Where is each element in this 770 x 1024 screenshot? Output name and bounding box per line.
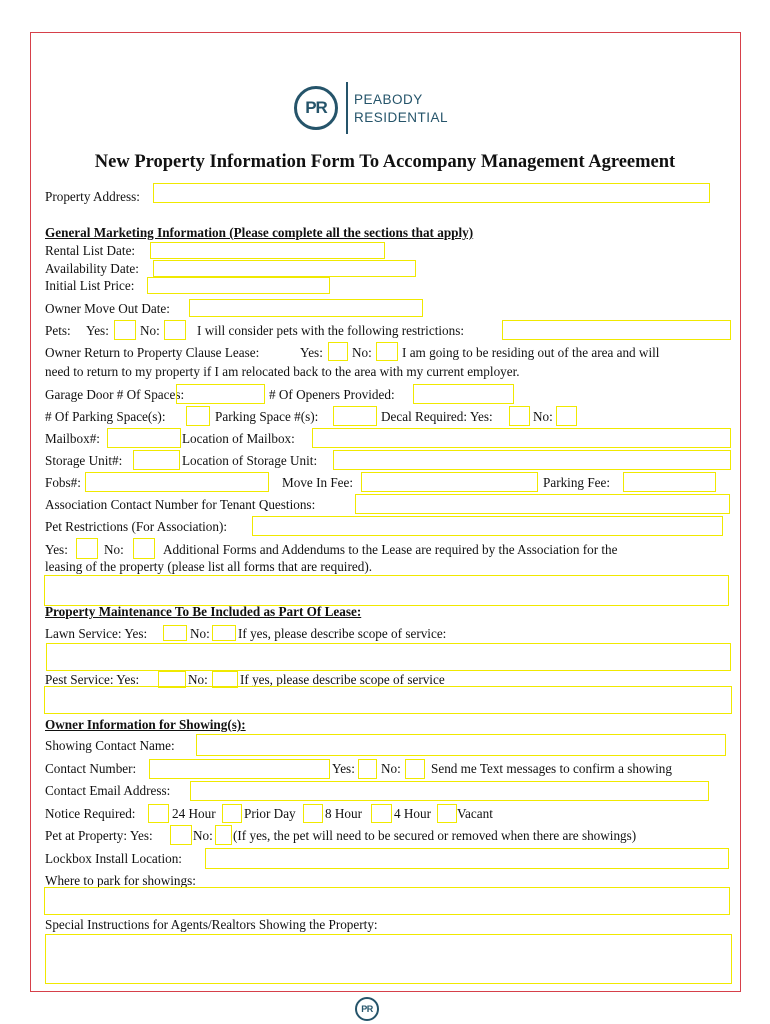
pest-scope-field[interactable] bbox=[44, 686, 732, 714]
notice-required-label: Notice Required: bbox=[45, 806, 136, 821]
pets-label: Pets: bbox=[45, 323, 71, 338]
fobs-label: Fobs#: bbox=[45, 475, 81, 490]
property-address-label: Property Address: bbox=[45, 189, 140, 204]
logo-divider bbox=[346, 82, 348, 134]
mailbox-field[interactable] bbox=[107, 428, 181, 448]
openers-label: # Of Openers Provided: bbox=[269, 387, 395, 402]
pets-yes-checkbox[interactable] bbox=[114, 320, 136, 340]
addenda-no-label: No: bbox=[104, 542, 124, 557]
fobs-field[interactable] bbox=[85, 472, 269, 492]
garage-door-field[interactable] bbox=[176, 384, 265, 404]
pets-yes-label: Yes: bbox=[86, 323, 109, 338]
owner-return-label: Owner Return to Property Clause Lease: bbox=[45, 345, 260, 360]
storage-location-field[interactable] bbox=[333, 450, 731, 470]
contact-number-field[interactable] bbox=[149, 759, 330, 779]
contact-email-field[interactable] bbox=[190, 781, 709, 801]
parking-space-num-field[interactable] bbox=[333, 406, 377, 426]
garage-door-label: Garage Door # Of Spaces: bbox=[45, 387, 185, 402]
move-in-fee-label: Move In Fee: bbox=[282, 475, 354, 490]
pet-at-property-no-checkbox[interactable] bbox=[215, 825, 232, 845]
decal-no-checkbox[interactable] bbox=[556, 406, 577, 426]
notice-24-label: 24 Hour bbox=[172, 806, 216, 821]
brand-name-line1: PEABODY bbox=[354, 92, 423, 107]
availability-date-label: Availability Date: bbox=[45, 261, 139, 276]
mailbox-location-label: Location of Mailbox: bbox=[182, 431, 295, 446]
pets-no-checkbox[interactable] bbox=[164, 320, 186, 340]
pest-service-label: Pest Service: Yes: bbox=[45, 672, 140, 687]
form-title: New Property Information Form To Accompany Management Agreement bbox=[94, 152, 676, 172]
addenda-yes-label: Yes: bbox=[45, 542, 68, 557]
showing-contact-field[interactable] bbox=[196, 734, 726, 756]
pest-scope-label: If yes, please describe scope of service bbox=[240, 672, 445, 687]
owner-return-text: I am going to be residing out of the area and will bbox=[402, 345, 660, 360]
addenda-yes-checkbox[interactable] bbox=[76, 538, 98, 559]
rental-list-date-label: Rental List Date: bbox=[45, 243, 136, 258]
lawn-no-label: No: bbox=[190, 626, 210, 641]
notice-vacant-checkbox[interactable] bbox=[437, 804, 457, 823]
text-yes-label: Yes: bbox=[332, 761, 355, 776]
special-instructions-field[interactable] bbox=[45, 934, 732, 984]
lawn-service-label: Lawn Service: Yes: bbox=[45, 626, 148, 641]
special-instructions-label: Special Instructions for Agents/Realtors Showing the Property: bbox=[45, 917, 378, 932]
storage-location-label: Location of Storage Unit: bbox=[182, 453, 318, 468]
lockbox-label: Lockbox Install Location: bbox=[45, 851, 182, 866]
parking-spaces-label: # Of Parking Space(s): bbox=[45, 409, 166, 424]
section-marketing-heading: General Marketing Information (Please complete all the sections that apply) bbox=[45, 225, 474, 240]
notice-24-checkbox[interactable] bbox=[148, 804, 169, 823]
addenda-no-checkbox[interactable] bbox=[133, 538, 155, 559]
parking-spaces-field[interactable] bbox=[186, 406, 210, 426]
notice-4-label: 4 Hour bbox=[394, 806, 431, 821]
text-no-checkbox[interactable] bbox=[405, 759, 425, 779]
pets-restrictions-label: I will consider pets with the following restrictions: bbox=[197, 323, 465, 338]
mailbox-location-field[interactable] bbox=[312, 428, 731, 448]
owner-return-yes-label: Yes: bbox=[300, 345, 323, 360]
decal-required-label: Decal Required: Yes: bbox=[381, 409, 493, 424]
notice-prior-day-label: Prior Day bbox=[244, 806, 296, 821]
pets-restrictions-field[interactable] bbox=[502, 320, 731, 340]
pet-secured-text: (If yes, the pet will need to be secured or removed when there are showings) bbox=[233, 828, 637, 843]
storage-unit-label: Storage Unit#: bbox=[45, 453, 123, 468]
owner-return-no-checkbox[interactable] bbox=[376, 342, 398, 361]
initial-list-price-label: Initial List Price: bbox=[45, 278, 135, 293]
move-in-fee-field[interactable] bbox=[361, 472, 538, 492]
section-maintenance-heading: Property Maintenance To Be Included as Part Of Lease: bbox=[45, 604, 362, 619]
footer-pr-logo-icon: PR bbox=[355, 997, 379, 1021]
text-no-label: No: bbox=[381, 761, 401, 776]
peabody-logo bbox=[294, 80, 464, 138]
pet-at-property-yes-checkbox[interactable] bbox=[170, 825, 192, 845]
where-park-label: Where to park for showings: bbox=[45, 873, 196, 888]
pr-monogram-icon: PR bbox=[294, 86, 338, 130]
showing-contact-label: Showing Contact Name: bbox=[45, 738, 175, 753]
initial-list-price-field[interactable] bbox=[147, 277, 330, 294]
pets-no-label: No: bbox=[140, 323, 160, 338]
parking-fee-field[interactable] bbox=[623, 472, 716, 492]
owner-return-yes-checkbox[interactable] bbox=[328, 342, 348, 361]
decal-no-label: No: bbox=[533, 409, 553, 424]
decal-yes-checkbox[interactable] bbox=[509, 406, 530, 426]
addenda-text: Additional Forms and Addendums to the Lease are required by the Association for the bbox=[163, 542, 618, 557]
owner-return-no-label: No: bbox=[352, 345, 372, 360]
notice-8-checkbox[interactable] bbox=[303, 804, 323, 823]
rental-list-date-field[interactable] bbox=[150, 242, 385, 259]
parking-fee-label: Parking Fee: bbox=[543, 475, 611, 490]
owner-move-out-field[interactable] bbox=[189, 299, 423, 317]
property-address-field[interactable] bbox=[153, 183, 710, 203]
assoc-contact-field[interactable] bbox=[355, 494, 730, 514]
pet-restrictions-assoc-field[interactable] bbox=[252, 516, 723, 536]
lockbox-field[interactable] bbox=[205, 848, 729, 869]
pet-at-property-label: Pet at Property: Yes: bbox=[45, 828, 153, 843]
lawn-scope-label: If yes, please describe scope of service: bbox=[238, 626, 447, 641]
notice-vacant-label: Vacant bbox=[457, 806, 493, 821]
pet-at-property-no-label: No: bbox=[193, 828, 213, 843]
notice-4-checkbox[interactable] bbox=[371, 804, 392, 823]
section-owner-heading: Owner Information for Showing(s): bbox=[45, 717, 246, 732]
pet-restrictions-assoc-label: Pet Restrictions (For Association): bbox=[45, 519, 228, 534]
availability-date-field[interactable] bbox=[153, 260, 416, 277]
where-park-field[interactable] bbox=[44, 887, 730, 915]
text-yes-checkbox[interactable] bbox=[358, 759, 377, 779]
brand-name-line2: RESIDENTIAL bbox=[354, 110, 449, 125]
notice-prior-day-checkbox[interactable] bbox=[222, 804, 242, 823]
lawn-no-checkbox[interactable] bbox=[212, 625, 236, 641]
send-text-label: Send me Text messages to confirm a showing bbox=[431, 761, 672, 776]
owner-return-text-2: need to return to my property if I am relocated back to the area with my current employer. bbox=[45, 364, 520, 379]
openers-field[interactable] bbox=[413, 384, 514, 404]
mailbox-label: Mailbox#: bbox=[45, 431, 100, 446]
pest-no-label: No: bbox=[188, 672, 208, 687]
assoc-contact-label: Association Contact Number for Tenant Questions: bbox=[45, 497, 316, 512]
contact-number-label: Contact Number: bbox=[45, 761, 137, 776]
parking-space-num-label: Parking Space #(s): bbox=[215, 409, 319, 424]
addenda-text-2: leasing of the property (please list all forms that are required). bbox=[45, 559, 373, 574]
notice-8-label: 8 Hour bbox=[325, 806, 362, 821]
lawn-yes-checkbox[interactable] bbox=[163, 625, 187, 641]
addenda-forms-field[interactable] bbox=[44, 575, 729, 606]
contact-email-label: Contact Email Address: bbox=[45, 783, 171, 798]
owner-move-out-label: Owner Move Out Date: bbox=[45, 301, 170, 316]
lawn-scope-field[interactable] bbox=[46, 643, 731, 671]
storage-unit-field[interactable] bbox=[133, 450, 180, 470]
